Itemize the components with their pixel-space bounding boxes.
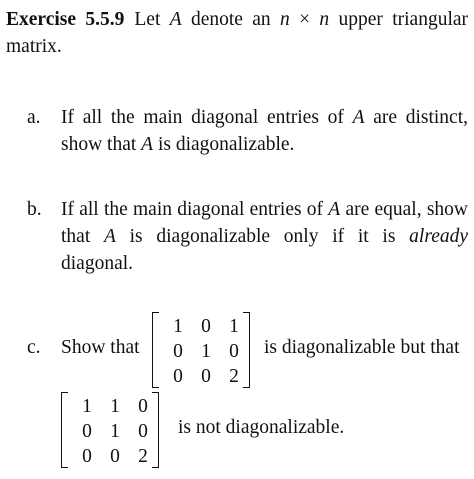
part-b-text-3: is diagonalizable only if it is bbox=[115, 226, 410, 247]
matrix-1-cell: 0 bbox=[173, 366, 183, 387]
intro-var-a: A bbox=[169, 9, 182, 30]
matrix-2-cell: 0 bbox=[138, 396, 148, 417]
part-b-var-1: A bbox=[328, 199, 341, 220]
matrix-2-cell: 1 bbox=[110, 396, 120, 417]
matrix-1-cell: 1 bbox=[201, 341, 211, 362]
matrix-2-row bbox=[73, 394, 157, 419]
matrix-2-cell: 0 bbox=[110, 446, 120, 467]
matrix-1-grid bbox=[164, 314, 248, 389]
matrix-2-cell: 1 bbox=[110, 421, 120, 442]
matrix-2-cell: 2 bbox=[138, 446, 148, 467]
matrix-1-right-bracket bbox=[243, 312, 250, 388]
part-a-var-1: A bbox=[352, 107, 365, 128]
exercise-label: Exercise 5.5.9 bbox=[6, 9, 125, 30]
matrix-2-right-bracket bbox=[152, 392, 159, 468]
part-c-line-2 bbox=[61, 392, 468, 468]
matrix-1-cell: 1 bbox=[229, 316, 239, 337]
matrix-1-cell: 0 bbox=[201, 316, 211, 337]
part-b-text-4: diagonal. bbox=[61, 253, 134, 274]
part-b-text-2: are equal, show that bbox=[61, 199, 468, 247]
matrix-2-left-bracket bbox=[61, 392, 68, 468]
matrix-1-left-bracket bbox=[152, 312, 159, 388]
part-b-var-2: A bbox=[103, 226, 116, 247]
matrix-2-grid bbox=[73, 394, 157, 469]
part-c-letter: c. bbox=[27, 337, 41, 358]
part-b-emph: already bbox=[409, 226, 469, 247]
intro-mid: denote an bbox=[181, 9, 280, 30]
part-b-letter: b. bbox=[27, 199, 42, 220]
matrix-1-row bbox=[164, 364, 248, 389]
part-a bbox=[27, 104, 468, 158]
matrix-1 bbox=[152, 312, 250, 388]
matrix-2 bbox=[61, 392, 159, 468]
part-c-show-that: Show that bbox=[61, 337, 140, 358]
part-a-text-2: are distinct, show that bbox=[61, 107, 468, 155]
exercise-header bbox=[6, 6, 468, 60]
matrix-1-cell: 0 bbox=[201, 366, 211, 387]
part-a-text bbox=[61, 104, 468, 158]
intro-prefix: Let bbox=[134, 9, 170, 30]
matrix-2-cell: 0 bbox=[82, 421, 92, 442]
intro-var-n1: n bbox=[280, 9, 290, 30]
part-a-text-1: If all the main diagonal entries of bbox=[61, 107, 353, 128]
intro-var-n2: n bbox=[319, 9, 330, 30]
part-a-letter: a. bbox=[27, 107, 41, 128]
part-a-text-3: is diagonalizable. bbox=[153, 134, 295, 155]
matrix-1-row bbox=[164, 339, 248, 364]
matrix-2-cell: 1 bbox=[82, 396, 92, 417]
part-b bbox=[27, 196, 468, 277]
matrix-2-row bbox=[73, 419, 157, 444]
part-b-text-1: If all the main diagonal entries of bbox=[61, 199, 329, 220]
part-a-var-2: A bbox=[141, 134, 154, 155]
part-c-tail-2: is not diagonalizable. bbox=[178, 417, 345, 438]
matrix-1-cell: 0 bbox=[229, 341, 239, 362]
matrix-1-cell: 0 bbox=[173, 341, 183, 362]
part-b-text bbox=[61, 196, 468, 277]
matrix-2-cell: 0 bbox=[138, 421, 148, 442]
intro-times: × bbox=[289, 9, 320, 30]
part-c-tail-1: is diagonalizable but that bbox=[264, 337, 460, 358]
matrix-2-row bbox=[73, 444, 157, 469]
matrix-1-cell: 1 bbox=[173, 316, 183, 337]
intro-suffix: upper triangular matrix. bbox=[6, 9, 469, 57]
matrix-2-cell: 0 bbox=[82, 446, 92, 467]
matrix-1-row bbox=[164, 314, 248, 339]
matrix-1-cell: 2 bbox=[229, 366, 239, 387]
part-c-line-1 bbox=[27, 312, 468, 388]
